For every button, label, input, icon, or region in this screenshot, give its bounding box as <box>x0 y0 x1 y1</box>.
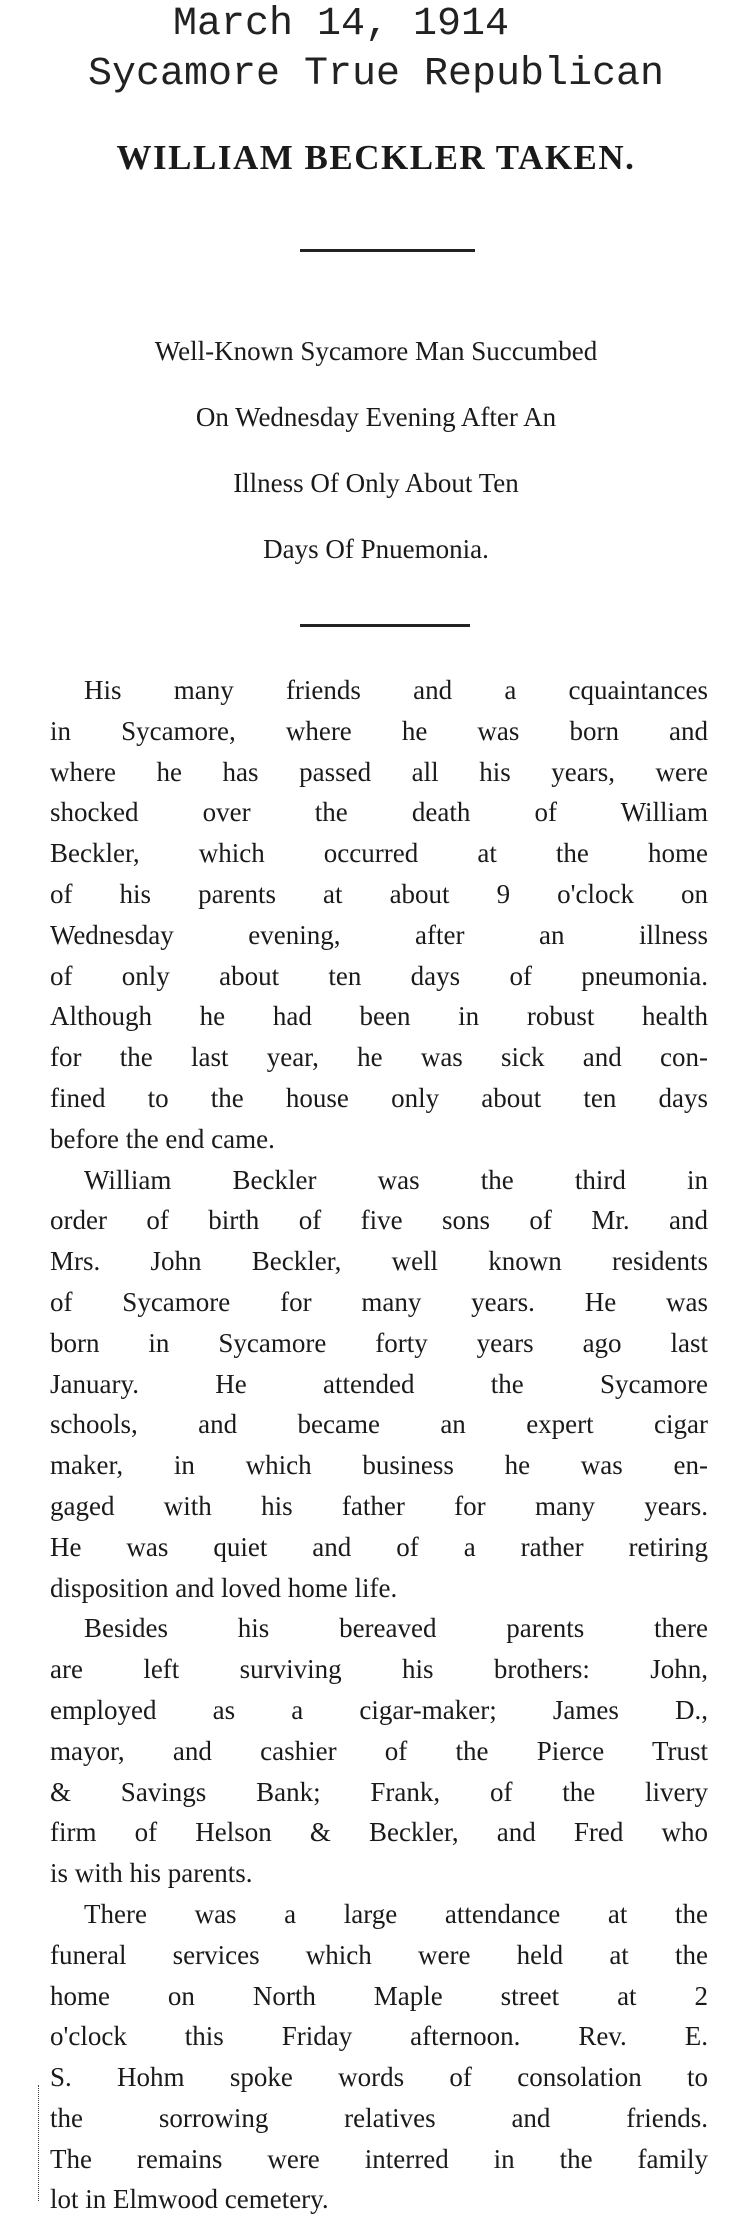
paragraph-line: where he has passed all his years, were <box>50 756 708 787</box>
paragraph-line: William Beckler was the third in <box>84 1164 708 1195</box>
subheadline-line: Days Of Pnuemonia. <box>263 534 489 564</box>
article-paragraph <box>50 670 708 1160</box>
paragraph-line: firm of Helson & Beckler, and Fred who <box>50 1817 708 1848</box>
paragraph-line: Beckler, which occurred at the home <box>50 838 708 869</box>
paragraph-line: His many friends and a cquaintances <box>84 675 708 705</box>
paragraph-line: disposition and loved home life. <box>50 1572 398 1603</box>
paragraph-line: born in Sycamore forty years ago last <box>50 1327 708 1358</box>
newspaper-name: Sycamore True Republican <box>87 52 665 97</box>
paragraph-line: before the end came. <box>50 1123 275 1154</box>
paragraph-line: o'clock this Friday afternoon. Rev. E. <box>50 2021 708 2052</box>
paragraph-line: home on North Maple street at 2 <box>50 1980 708 2011</box>
paragraph-line: fined to the house only about ten days <box>50 1082 708 1113</box>
paragraph-line: is with his parents. <box>50 1858 253 1889</box>
article-headline: WILLIAM BECKLER TAKEN. <box>116 138 636 177</box>
article-paragraph <box>50 1608 708 1894</box>
paragraph-line: shocked over the death of William <box>50 797 708 828</box>
article-paragraph <box>50 1160 708 1609</box>
divider-rule <box>300 249 475 252</box>
divider-rule <box>300 624 470 627</box>
paragraph-line: of Sycamore for many years. He was <box>50 1286 708 1317</box>
paragraph-line: lot in Elmwood cemetery. <box>50 2184 329 2215</box>
paragraph-line: funeral services which were held at the <box>50 1939 708 1970</box>
paragraph-line: Wednesday evening, after an illness <box>50 919 708 950</box>
paragraph-line: The remains were interred in the family <box>50 2143 708 2174</box>
paragraph-line: of his parents at about 9 o'clock on <box>50 878 708 909</box>
paragraph-line: for the last year, he was sick and con- <box>50 1042 708 1073</box>
paragraph-line: of only about ten days of pneumonia. <box>50 960 708 991</box>
paragraph-line: employed as a cigar-maker; James D., <box>50 1694 708 1725</box>
paragraph-line: & Savings Bank; Frank, of the livery <box>50 1776 708 1807</box>
paragraph-line: schools, and became an expert cigar <box>50 1409 708 1440</box>
subheadline-line: Well-Known Sycamore Man Succumbed <box>154 336 598 366</box>
paragraph-line: Besides his bereaved parents there <box>84 1613 708 1644</box>
paragraph-line: are left surviving his brothers: John, <box>50 1654 708 1685</box>
subheadline-line: Illness Of Only About Ten <box>233 468 519 498</box>
margin-mark <box>38 2085 40 2201</box>
paragraph-line: January. He attended the Sycamore <box>50 1368 708 1399</box>
article-subheadline <box>0 318 752 582</box>
paragraph-line: order of birth of five sons of Mr. and <box>50 1205 708 1236</box>
paragraph-line: in Sycamore, where he was born and <box>50 715 708 746</box>
subheadline-line: On Wednesday Evening After An <box>195 402 557 432</box>
publication-date: March 14, 1914 <box>172 2 510 47</box>
article-paragraph <box>50 1894 708 2220</box>
article-body <box>50 670 708 2220</box>
paragraph-line: mayor, and cashier of the Pierce Trust <box>50 1735 708 1766</box>
paragraph-line: He was quiet and of a rather retiring <box>50 1531 708 1562</box>
paragraph-line: the sorrowing relatives and friends. <box>50 2102 708 2133</box>
paragraph-line: There was a large attendance at the <box>84 1898 708 1929</box>
paragraph-line: Although he had been in robust health <box>50 1001 708 1032</box>
paragraph-line: S. Hohm spoke words of consolation to <box>50 2062 708 2093</box>
paragraph-line: gaged with his father for many years. <box>50 1490 708 1521</box>
paragraph-line: Mrs. John Beckler, well known residents <box>50 1246 708 1277</box>
paragraph-line: maker, in which business he was en- <box>50 1450 708 1481</box>
